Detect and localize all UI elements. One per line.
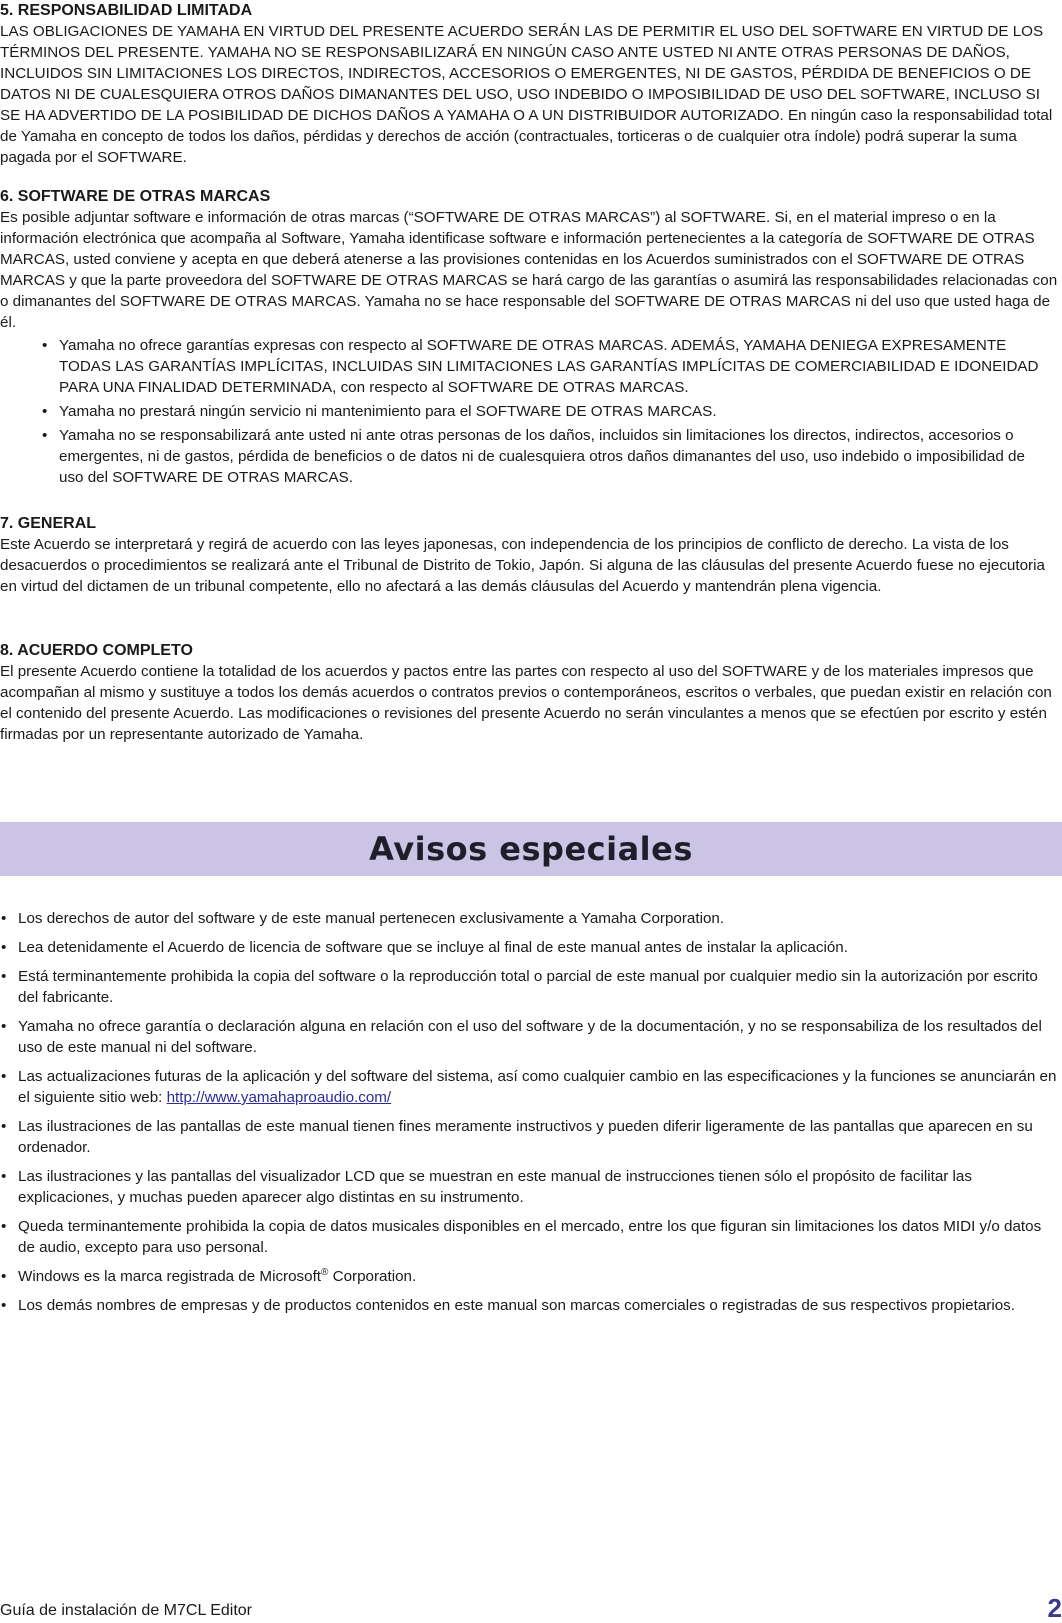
section-heading: 7. GENERAL — [0, 515, 97, 532]
section-paragraph: Es posible adjuntar software e información de otras marcas (“SOFTWARE DE OTRAS MARCAS”) al SOFTWARE. Si, en el material impreso o en la información electrónica que acompaña al Software, Yamaha identificase software e información pertenecientes a la categoría de SOFTWARE DE OTRAS MARCAS, usted conviene y acepta en que deberá atenerse a las provisiones contenidas en los Acuerdos suministrados con el SOFTWARE DE OTRAS MARCAS y que la parte proveedora del SOFTWARE DE OTRAS MARCAS se hará cargo de las garantías o asumirá las responsabilidades relacionadas con o dimanantes del SOFTWARE DE OTRAS MARCAS. Yamaha no se hace responsable del SOFTWARE DE OTRAS MARCAS ni del uso que usted haga de él. — [0, 209, 1058, 331]
windows-text: Windows es la marca registrada de Microsoft — [18, 1268, 322, 1285]
list-item: • Yamaha no se responsabilizará ante usted ni ante otras personas de los daños, incluidos sin limitaciones los directos, indirectos, accesorios o emergentes, ni de gastos, pérdida de beneficios o de datos ni de cualesquiera otros daños dimanantes del uso, uso indebido o imposibilidad de uso del SOFTWARE DE OTRAS MARCAS. — [59, 425, 1062, 488]
list-item: • Las ilustraciones y las pantallas del visualizador LCD que se muestran en este manual de instrucciones tienen sólo el propósito de facilitar las explicaciones, y muchas pueden aparecer algo distintas en su instrumento. — [18, 1166, 1062, 1208]
list-item: • Yamaha no ofrece garantía o declaración alguna en relación con el uso del software y de la documentación, y no se responsabiliza de los resultados del uso de este manual ni del software. — [18, 1016, 1062, 1058]
section-paragraph: El presente Acuerdo contiene la totalidad de los acuerdos y pactos entre las partes con respecto al uso del SOFTWARE y de los materiales impresos que acompañan al mismo y sustituye a todos los demás acuerdos o contratos previos o contemporáneos, escritos o verbales, que puedan existir en relación con el contenido del presente Acuerdo. Las modificaciones o revisiones del presente Acuerdo no serán vinculantes a menos que se efectúen por escrito y estén firmadas por un representante autorizado de Yamaha. — [0, 663, 1052, 743]
section-heading: 5. RESPONSABILIDAD LIMITADA — [0, 2, 253, 19]
section-limited-liability — [0, 0, 1062, 168]
section-heading: 8. ACUERDO COMPLETO — [0, 642, 193, 659]
section-third-party-software — [0, 186, 1062, 491]
list-item: • Los derechos de autor del software y de este manual pertenecen exclusivamente a Yamaha Corporation. — [18, 908, 1062, 929]
list-item: • Está terminantemente prohibida la copia del software o la reproducción total o parcial de este manual por cualquier medio sin la autorización por escrito del fabricante. — [18, 966, 1062, 1008]
list-item: • Yamaha no prestará ningún servicio ni mantenimiento para el SOFTWARE DE OTRAS MARCAS. — [59, 401, 1062, 422]
list-item: • Yamaha no ofrece garantías expresas con respecto al SOFTWARE DE OTRAS MARCAS. ADEMÁS, YAMAHA DENIEGA EXPRESAMENTE TODAS LAS GARANTÍAS IMPLÍCITAS, INCLUIDAS SIN LIMITACIONES LAS GARANTÍAS IMPLÍCITAS DE COMERCIABILIDAD E IDONEIDAD PARA UNA FINALIDAD DETERMINADA, con respecto al SOFTWARE DE OTRAS MARCAS. — [59, 335, 1062, 398]
third-party-bullet-list — [0, 335, 1062, 488]
footer-document-title: Guía de instalación de M7CL Editor — [0, 1602, 252, 1619]
special-notices-banner — [0, 822, 1062, 876]
section-general — [0, 513, 1062, 597]
registered-mark: ® — [321, 1266, 329, 1278]
list-item: • Queda terminantemente prohibida la copia de datos musicales disponibles en el mercado, entre los que figuran sin limitaciones los datos MIDI y/o datos de audio, excepto para uso personal. — [18, 1216, 1062, 1258]
updates-text: Las actualizaciones futuras de la aplicación y del software del sistema, así como cualquier cambio en las especificaciones y la funciones se anunciarán en el siguiente sitio web: — [18, 1068, 1057, 1106]
special-notices-title: Avisos especiales — [369, 830, 693, 868]
section-heading: 6. SOFTWARE DE OTRAS MARCAS — [0, 188, 271, 205]
list-item-windows — [18, 1266, 1062, 1287]
section-paragraph: Este Acuerdo se interpretará y regirá de acuerdo con las leyes japonesas, con independencia de los principios de conflicto de derecho. La vista de los desacuerdos o procedimientos se realizará ante el Tribunal de Distrito de Tokio, Japón. Si alguna de las cláusulas del presente Acuerdo fuese no ejecutoria en virtud del dictamen de un tribunal competente, ello no afectará a las demás cláusulas del Acuerdo y mantendrán plena vigencia. — [0, 536, 1045, 595]
list-item: • Los demás nombres de empresas y de productos contenidos en este manual son marcas comerciales o registradas de sus respectivos propietarios. — [18, 1295, 1062, 1316]
special-notices-list — [0, 908, 1062, 1324]
section-entire-agreement — [0, 640, 1062, 745]
yamaha-proaudio-link[interactable]: http://www.yamahaproaudio.com/ — [166, 1089, 392, 1106]
section-paragraph: LAS OBLIGACIONES DE YAMAHA EN VIRTUD DEL PRESENTE ACUERDO SERÁN LAS DE PERMITIR EL USO DEL SOFTWARE EN VIRTUD DE LOS TÉRMINOS DEL PRESENTE. YAMAHA NO SE RESPONSABILIZARÁ EN NINGÚN CASO ANTE USTED NI ANTE OTRAS PERSONAS DE DAÑOS, INCLUIDOS SIN LIMITACIONES LOS DIRECTOS, INDIRECTOS, ACCESORIOS O EMERGENTES, NI DE GASTOS, PÉRDIDA DE BENEFICIOS O DE DATOS NI DE CUALESQUIERA OTROS DAÑOS DIMANANTES DEL USO, USO INDEBIDO O IMPOSIBILIDAD DE USO DEL SOFTWARE, INCLUSO SI SE HA ADVERTIDO DE LA POSIBILIDAD DE DICHOS DAÑOS A YAMAHA O A UN DISTRIBUIDOR AUTORIZADO. En ningún caso la responsabilidad total de Yamaha en concepto de todos los daños, pérdidas y derechos de acción (contractuales, torticeras o de cualquier otra índole) podrá superar la suma pagada por el SOFTWARE. — [0, 23, 1053, 166]
list-item-updates — [18, 1066, 1062, 1108]
windows-text-end: Corporation. — [328, 1268, 417, 1285]
list-item: • Las ilustraciones de las pantallas de este manual tienen fines meramente instructivos y pueden diferir ligeramente de las pantallas que aparecen en su ordenador. — [18, 1116, 1062, 1158]
list-item: • Lea detenidamente el Acuerdo de licencia de software que se incluye al final de este manual antes de instalar la aplicación. — [18, 937, 1062, 958]
page-number: 2 — [1047, 1593, 1062, 1623]
